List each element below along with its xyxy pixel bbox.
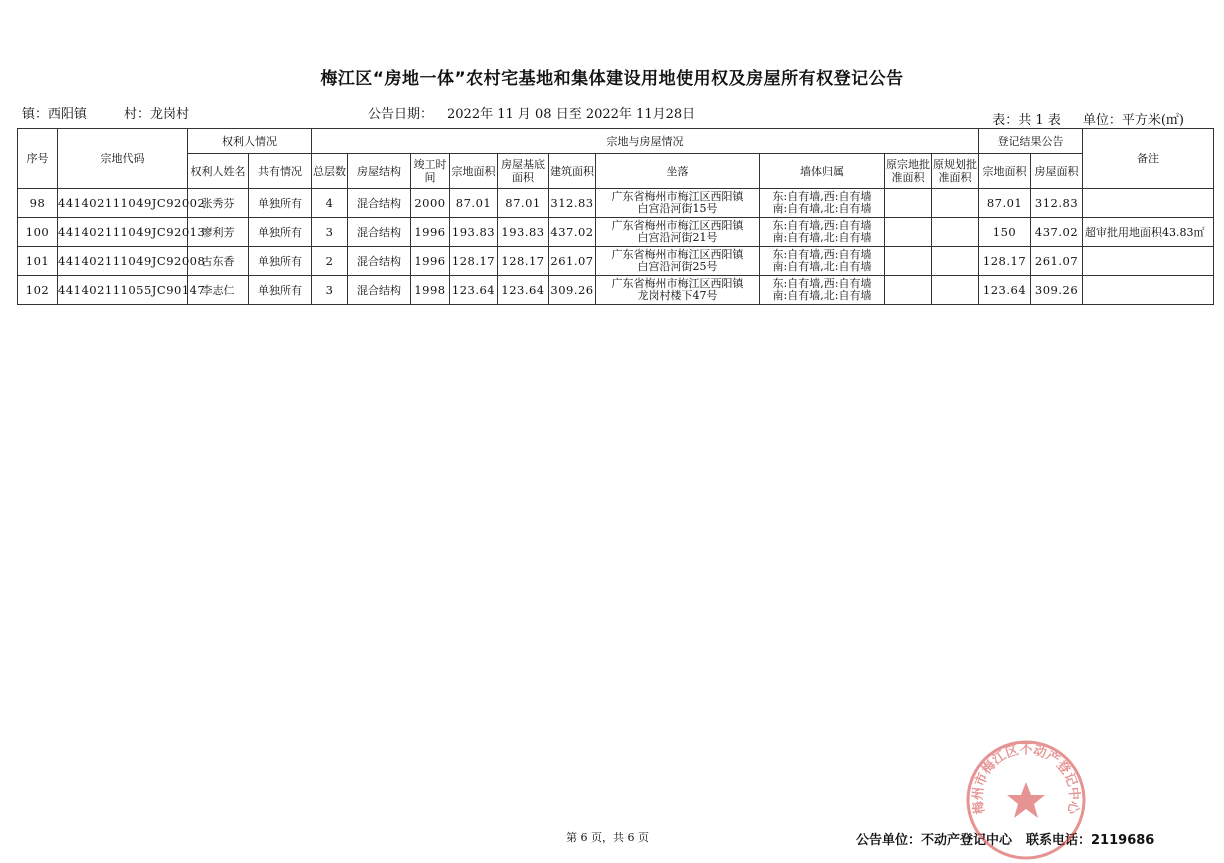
col-structure: 房屋结构 (348, 154, 411, 189)
walls-line: 南:自有墙,北:自有墙 (772, 202, 872, 215)
cell-orig-parcel-area (885, 189, 932, 218)
cell-res-parcel-area: 150 (979, 218, 1031, 247)
cell-ownership: 单独所有 (249, 247, 312, 276)
walls-line: 南:自有墙,北:自有墙 (772, 289, 872, 302)
cell-building-area: 312.83 (549, 189, 596, 218)
cell-remark (1083, 276, 1214, 305)
table-row (18, 276, 1214, 305)
cell-owner-name: 廖利芳 (188, 218, 249, 247)
col-orig-parcel-area: 原宗地批准面积 (885, 154, 932, 189)
cell-parcel-code: 441402111049JC92013 (58, 218, 188, 247)
cell-building-area: 437.02 (549, 218, 596, 247)
registration-table (17, 128, 1214, 305)
cell-floors: 3 (312, 218, 348, 247)
notice-date-label: 公告日期： (368, 107, 434, 122)
cell-orig-parcel-area (885, 247, 932, 276)
notice-date (368, 103, 695, 122)
location-line: 白宫沿河街21号 (637, 231, 718, 244)
issuer-label: 公告单位：不动产登记中心 (856, 833, 1013, 848)
walls-line: 东:自有墙,西:自有墙 (772, 218, 872, 232)
cell-parcel-area: 193.83 (450, 218, 498, 247)
cell-parcel-code: 441402111049JC92002 (58, 189, 188, 218)
cell-res-house-area: 261.07 (1031, 247, 1083, 276)
cell-remark (1083, 189, 1214, 218)
table-unit-info (992, 109, 1184, 128)
cell-building-area: 309.26 (549, 276, 596, 305)
cell-structure: 混合结构 (348, 218, 411, 247)
cell-res-house-area: 437.02 (1031, 218, 1083, 247)
location-line: 广东省梅州市梅江区西阳镇 (611, 189, 744, 203)
cell-res-parcel-area: 87.01 (979, 189, 1031, 218)
cell-seq: 98 (18, 189, 58, 218)
cell-res-parcel-area: 128.17 (979, 247, 1031, 276)
col-parcel-code: 宗地代码 (58, 129, 188, 189)
cell-orig-plan-area (932, 218, 979, 247)
seal-star (1007, 782, 1045, 818)
cell-res-parcel-area: 123.64 (979, 276, 1031, 305)
walls-line: 东:自有墙,西:自有墙 (772, 276, 872, 290)
col-orig-plan-area: 原规划批准面积 (932, 154, 979, 189)
cell-res-house-area: 309.26 (1031, 276, 1083, 305)
col-location: 坐落 (596, 154, 760, 189)
group-rights-holder: 权利人情况 (188, 129, 312, 154)
cell-building-area: 261.07 (549, 247, 596, 276)
col-res-house-area: 房屋面积 (1031, 154, 1083, 189)
contact-phone: 联系电话：2119686 (1026, 833, 1155, 848)
cell-floors: 3 (312, 276, 348, 305)
unit-label: 单位：平方米(㎡) (1082, 113, 1184, 128)
cell-parcel-code: 441402111055JC90147 (58, 276, 188, 305)
cell-base-area: 193.83 (498, 218, 549, 247)
cell-walls (760, 276, 885, 305)
cell-orig-parcel-area (885, 276, 932, 305)
cell-seq: 102 (18, 276, 58, 305)
col-res-parcel-area: 宗地面积 (979, 154, 1031, 189)
cell-ownership: 单独所有 (249, 218, 312, 247)
page-number: 第 6 页，共 6 页 (566, 831, 649, 844)
col-seq: 序号 (18, 129, 58, 189)
cell-structure: 混合结构 (348, 247, 411, 276)
cell-parcel-area: 123.64 (450, 276, 498, 305)
cell-floors: 2 (312, 247, 348, 276)
col-building-area: 建筑面积 (549, 154, 596, 189)
cell-location (596, 189, 760, 218)
village-label: 村：龙岗村 (124, 107, 190, 122)
cell-parcel-area: 87.01 (450, 189, 498, 218)
cell-location (596, 276, 760, 305)
cell-walls (760, 189, 885, 218)
cell-parcel-code: 441402111049JC92008 (58, 247, 188, 276)
cell-floors: 4 (312, 189, 348, 218)
col-walls: 墙体归属 (760, 154, 885, 189)
cell-orig-plan-area (932, 189, 979, 218)
col-ownership: 共有情况 (249, 154, 312, 189)
cell-seq: 100 (18, 218, 58, 247)
cell-completed: 1996 (411, 218, 450, 247)
group-land-house: 宗地与房屋情况 (312, 129, 979, 154)
cell-ownership: 单独所有 (249, 189, 312, 218)
location-line: 广东省梅州市梅江区西阳镇 (611, 247, 744, 261)
table-row (18, 189, 1214, 218)
cell-res-house-area: 312.83 (1031, 189, 1083, 218)
cell-orig-plan-area (932, 276, 979, 305)
cell-location (596, 247, 760, 276)
group-result: 登记结果公告 (979, 129, 1083, 154)
seal-text: 梅州市梅江区不动产登记中心 (970, 742, 1082, 816)
location-line: 广东省梅州市梅江区西阳镇 (611, 218, 744, 232)
cell-remark (1083, 247, 1214, 276)
location-line: 白宫沿河街15号 (637, 202, 718, 215)
cell-walls (760, 218, 885, 247)
cell-orig-parcel-area (885, 218, 932, 247)
walls-line: 东:自有墙,西:自有墙 (772, 247, 872, 261)
cell-base-area: 123.64 (498, 276, 549, 305)
table-count: 表：共 1 表 (992, 113, 1061, 128)
col-floors: 总层数 (312, 154, 348, 189)
cell-structure: 混合结构 (348, 276, 411, 305)
col-completed: 竣工时间 (411, 154, 450, 189)
cell-parcel-area: 128.17 (450, 247, 498, 276)
cell-completed: 2000 (411, 189, 450, 218)
col-owner-name: 权利人姓名 (188, 154, 249, 189)
official-seal-icon (964, 738, 1088, 862)
cell-owner-name: 张秀芬 (188, 189, 249, 218)
cell-owner-name: 李志仁 (188, 276, 249, 305)
cell-walls (760, 247, 885, 276)
location-line: 龙岗村楼下47号 (637, 289, 718, 302)
cell-completed: 1998 (411, 276, 450, 305)
location-line: 广东省梅州市梅江区西阳镇 (611, 276, 744, 290)
walls-line: 南:自有墙,北:自有墙 (772, 260, 872, 273)
cell-structure: 混合结构 (348, 189, 411, 218)
walls-line: 东:自有墙,西:自有墙 (772, 189, 872, 203)
cell-seq: 101 (18, 247, 58, 276)
cell-orig-plan-area (932, 247, 979, 276)
cell-owner-name: 古东香 (188, 247, 249, 276)
location-line: 白宫沿河街25号 (637, 260, 718, 273)
cell-base-area: 128.17 (498, 247, 549, 276)
col-remark: 备注 (1083, 129, 1214, 189)
cell-completed: 1996 (411, 247, 450, 276)
cell-location (596, 218, 760, 247)
table-row (18, 247, 1214, 276)
cell-base-area: 87.01 (498, 189, 549, 218)
table-row (18, 218, 1214, 247)
town-label: 镇：西阳镇 (22, 107, 88, 122)
notice-date-value: 2022年 11 月 08 日至 2022年 11月28日 (447, 107, 696, 122)
cell-remark: 超审批用地面积43.83㎡ (1083, 218, 1214, 247)
walls-line: 南:自有墙,北:自有墙 (772, 231, 872, 244)
col-base-area: 房屋基底面积 (498, 154, 549, 189)
page-title: 梅江区“房地一体”农村宅基地和集体建设用地使用权及房屋所有权登记公告 (320, 69, 904, 89)
cell-ownership: 单独所有 (249, 276, 312, 305)
col-parcel-area: 宗地面积 (450, 154, 498, 189)
